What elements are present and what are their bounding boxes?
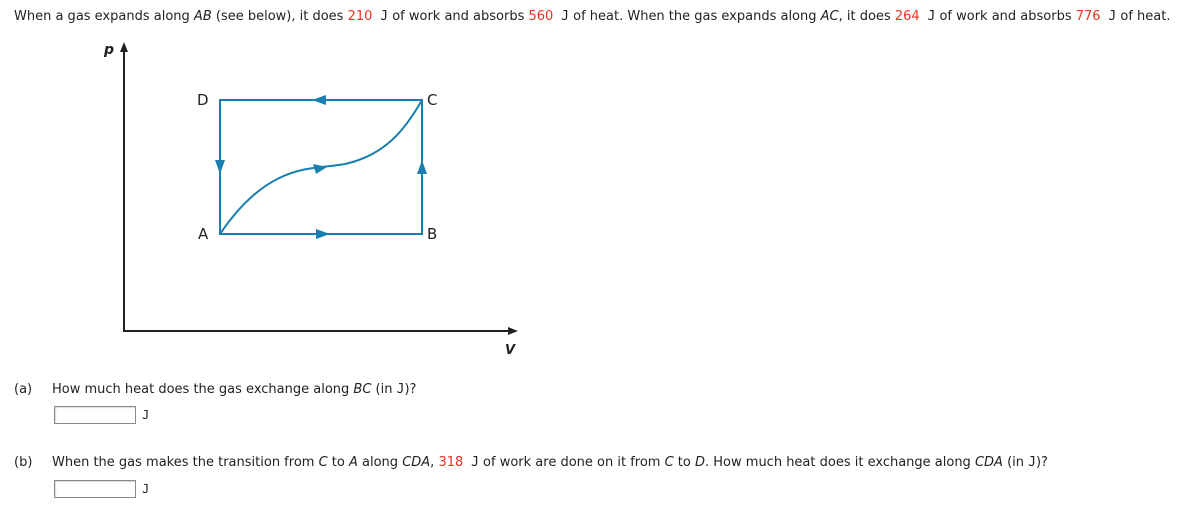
p-axis-arrowhead	[120, 42, 128, 52]
question-a-label: (a)	[14, 382, 33, 397]
pv-diagram	[100, 30, 520, 360]
arrow-cd	[312, 95, 326, 105]
work-cd-value: 318	[438, 455, 464, 470]
p-axis-label: p	[104, 42, 115, 58]
v-axis-label: V	[505, 343, 516, 358]
point-label-d: D	[197, 91, 209, 109]
point-label-b: B	[427, 225, 438, 243]
arrow-ab	[316, 229, 330, 239]
answer-a-input[interactable]	[54, 406, 136, 424]
arrow-bc	[417, 160, 427, 174]
heat-ac-value: 776	[1075, 9, 1101, 24]
arrow-da	[215, 160, 225, 174]
arrow-ac	[313, 164, 327, 174]
question-b: (b) When the gas makes the transition from C to A along CDA, 318 J of work are done on it from C to D. How much heat does it exchange along CDA (in J)?	[14, 455, 1048, 470]
problem-statement: When a gas expands along AB (see below), it does 210 J of work and absorbs 560 J of heat. When the gas expands along AC, it does 264 J of work and absorbs 776 J of heat.	[14, 9, 1171, 24]
question-b-label: (b)	[14, 455, 33, 470]
question-a: (a) How much heat does the gas exchange along BC (in J)?	[14, 382, 417, 397]
point-label-a: A	[198, 225, 209, 243]
v-axis-arrowhead	[508, 327, 518, 335]
work-ac-value: 264	[894, 9, 920, 24]
answer-a-unit: J	[142, 408, 150, 422]
work-ab-value: 210	[347, 9, 373, 24]
answer-b-input[interactable]	[54, 480, 136, 498]
heat-ab-value: 560	[528, 9, 554, 24]
point-label-c: C	[427, 91, 438, 109]
answer-b-unit: J	[142, 482, 150, 496]
